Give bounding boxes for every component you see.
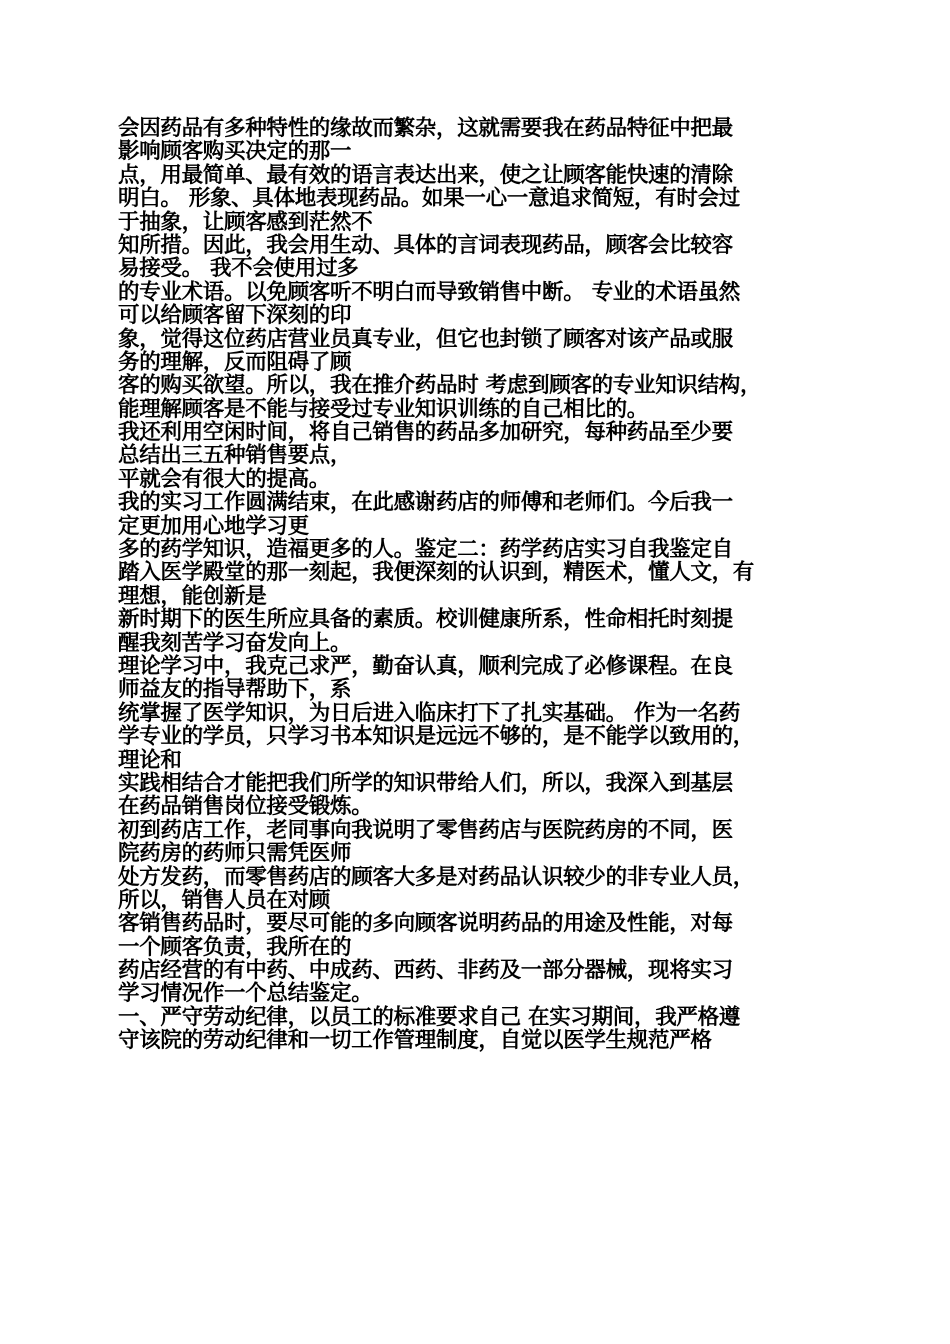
text-line: 学专业的学员，只学习书本知识是远远不够的，是不能学以致用的， bbox=[118, 724, 755, 750]
document-body bbox=[118, 117, 838, 1053]
text-line: 在药品销售岗位接受锻炼。 bbox=[118, 794, 373, 820]
text-line: 可以给顾客留下深刻的印 bbox=[118, 303, 352, 329]
text-line: 新时期下的医生所应具备的素质。校训健康所系，性命相托时刻提 bbox=[118, 607, 733, 633]
text-line: 理想，能创新是 bbox=[118, 583, 267, 609]
text-line: 我的实习工作圆满结束，在此感谢药店的师傅和老师们。今后我一 bbox=[118, 490, 733, 516]
text-line: 理论学习中，我克己求严，勤奋认真，顺利完成了必修课程。在良 bbox=[118, 653, 733, 679]
text-line: 所以，销售人员在对顾 bbox=[118, 887, 331, 913]
text-line: 处方发药，而零售药店的顾客大多是对药品认识较少的非专业人员， bbox=[118, 864, 755, 890]
text-line: 多的药学知识，造福更多的人。鉴定二：药学药店实习自我鉴定自 bbox=[118, 537, 733, 563]
text-line: 于抽象，让顾客感到茫然不 bbox=[118, 209, 373, 235]
text-line: 点，用最简单、最有效的语言表达出来，使之让顾客能快速的清除 bbox=[118, 162, 733, 188]
text-line: 学习情况作一个总结鉴定。 bbox=[118, 981, 373, 1007]
text-line: 平就会有很大的提高。 bbox=[118, 466, 331, 492]
text-line: 理论和 bbox=[118, 747, 182, 773]
text-line: 师益友的指导帮助下，系 bbox=[118, 677, 352, 703]
text-line: 的专业术语。以免顾客听不明白而导致销售中断。 专业的术语虽然 bbox=[118, 279, 740, 305]
text-line: 知所措。因此，我会用生动、具体的言词表现药品，顾客会比较容 bbox=[118, 232, 733, 258]
text-line: 象，觉得这位药店营业员真专业，但它也封锁了顾客对该产品或服 bbox=[118, 326, 733, 352]
text-line: 明白。 形象、具体地表现药品。如果一心一意追求简短，有时会过 bbox=[118, 186, 740, 212]
text-line: 影响顾客购买决定的那一 bbox=[118, 139, 352, 165]
text-line: 实践相结合才能把我们所学的知识带给人们，所以，我深入到基层 bbox=[118, 770, 733, 796]
text-line: 总结出三五种销售要点， bbox=[118, 443, 352, 469]
text-line: 定更加用心地学习更 bbox=[118, 513, 309, 539]
text-line: 统掌握了医学知识，为日后进入临床打下了扎实基础。 作为一名药 bbox=[118, 700, 740, 726]
text-line: 客的购买欲望。所以，我在推介药品时 考虑到顾客的专业知识结构， bbox=[118, 373, 762, 399]
text-line: 初到药店工作，老同事向我说明了零售药店与医院药房的不同，医 bbox=[118, 817, 733, 843]
text-line: 醒我刻苦学习奋发向上。 bbox=[118, 630, 352, 656]
text-line: 能理解顾客是不能与接受过专业知识训练的自己相比的。 bbox=[118, 396, 649, 422]
text-line: 易接受。 我不会使用过多 bbox=[118, 256, 359, 282]
text-line: 踏入医学殿堂的那一刻起，我便深刻的认识到，精医术，懂人文，有 bbox=[118, 560, 755, 586]
text-line: 客销售药品时，要尽可能的多向顾客说明药品的用途及性能，对每 bbox=[118, 911, 733, 937]
text-line: 我还利用空闲时间，将自己销售的药品多加研究，每种药品至少要 bbox=[118, 420, 733, 446]
text-line: 院药房的药师只需凭医师 bbox=[118, 841, 352, 867]
text-line: 会因药品有多种特性的缘故而繁杂，这就需要我在药品特征中把最 bbox=[118, 116, 733, 141]
text-line: 务的理解，反而阻碍了顾 bbox=[118, 349, 352, 375]
text-line: 一个顾客负责，我所在的 bbox=[118, 934, 352, 960]
text-line: 一、严守劳动纪律，以员工的标准要求自己 在实习期间，我严格遵 bbox=[118, 1004, 740, 1030]
text-line: 药店经营的有中药、中成药、西药、非药及一部分器械，现将实习 bbox=[118, 958, 733, 984]
text-line: 守该院的劳动纪律和一切工作管理制度，自觉以医学生规范严格 bbox=[118, 1028, 712, 1054]
